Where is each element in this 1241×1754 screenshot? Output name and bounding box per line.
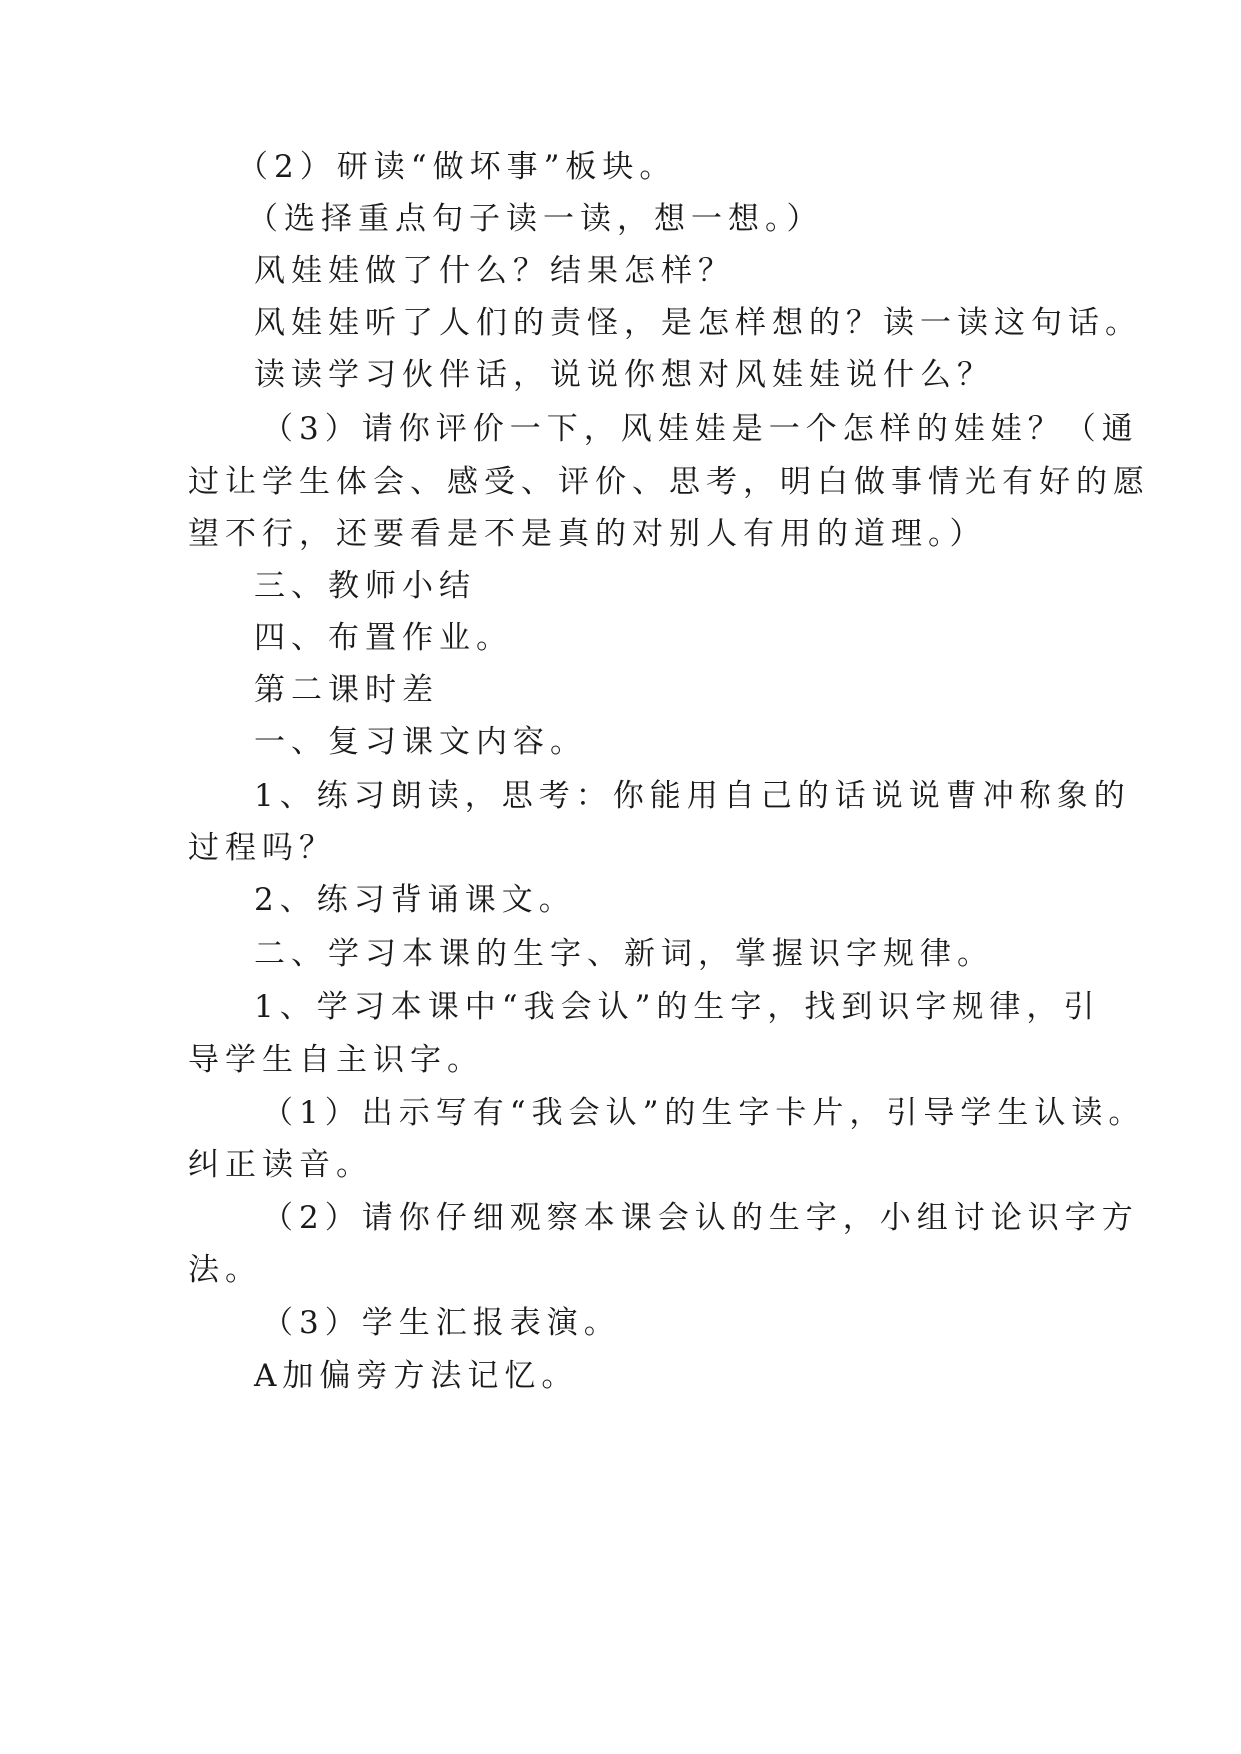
text-line: （3）学生汇报表演。 <box>262 1305 621 1341</box>
text-line: 读读学习伙伴话，说说你想对风娃娃说什么？ <box>254 357 994 393</box>
text-line: A加偏旁方法记忆。 <box>254 1358 579 1394</box>
text-line: 三、教师小结 <box>254 568 476 604</box>
text-line: 过让学生体会、感受、评价、思考，明白做事情光有好的愿 <box>188 464 1150 500</box>
text-line: 四、布置作业。 <box>254 620 513 656</box>
text-line: 第二课时差 <box>254 672 439 708</box>
text-line: （1）出示写有“我会认”的生字卡片，引导学生认读。 <box>262 1095 1146 1131</box>
text-line: （选择重点句子读一读，想一想。） <box>247 201 824 237</box>
text-line: 1、练习朗读，思考：你能用自己的话说说曹冲称象的 <box>254 778 1131 814</box>
text-line: 二、学习本课的生字、新词，掌握识字规律。 <box>254 936 994 972</box>
text-line: 风娃娃做了什么？结果怎样？ <box>254 253 735 289</box>
text-line: （2）研读“做坏事”板块。 <box>237 149 677 185</box>
text-line: （2）请你仔细观察本课会认的生字，小组讨论识字方 <box>262 1200 1139 1236</box>
text-line: 风娃娃听了人们的责怪，是怎样想的？读一读这句话。 <box>254 305 1142 341</box>
text-line: 一、复习课文内容。 <box>254 724 587 760</box>
text-line: 法。 <box>188 1252 262 1288</box>
text-line: 望不行，还要看是不是真的对别人有用的道理。） <box>188 516 987 552</box>
text-line: 导学生自主识字。 <box>188 1042 484 1078</box>
text-line: 1、学习本课中“我会认”的生字，找到识字规律，引 <box>254 989 1101 1025</box>
text-line: 纠正读音。 <box>188 1147 373 1183</box>
text-line: 过程吗？ <box>188 830 336 866</box>
text-line: （3）请你评价一下，风娃娃是一个怎样的娃娃？（通 <box>262 411 1139 447</box>
text-line: 2、练习背诵课文。 <box>254 882 576 918</box>
